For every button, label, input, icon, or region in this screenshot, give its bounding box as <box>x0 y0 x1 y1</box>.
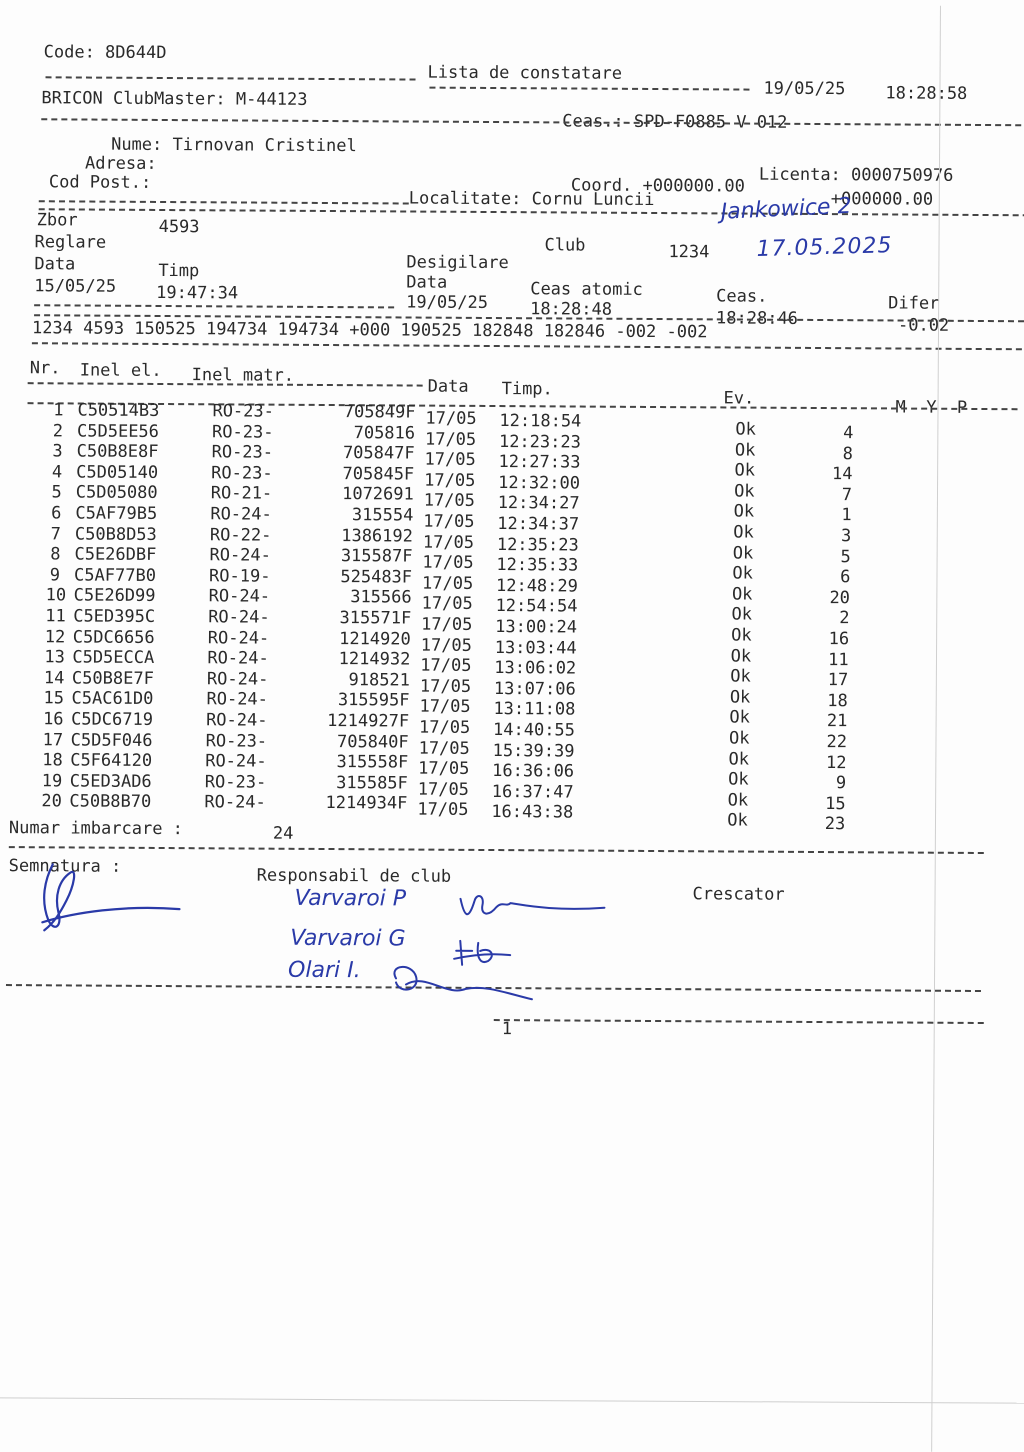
cell-ev: Ok <box>730 646 752 667</box>
cell-date: 17/05 <box>421 573 474 594</box>
col-header-nr: Nr. <box>29 358 61 379</box>
cell-el: C5AF79B5 <box>75 503 158 524</box>
locality: Localitate: Cornu Luncii <box>408 188 655 211</box>
cell-matr: 315595F <box>337 690 410 711</box>
cell-nr: 15 <box>43 688 65 709</box>
cell-el: C5D05140 <box>76 462 159 483</box>
clubmaster-id: BRICON ClubMaster: M-44123 <box>41 88 308 110</box>
cell-n: 14 <box>831 464 853 485</box>
cell-time: 12:27:33 <box>498 452 581 473</box>
cell-el: C50B8B70 <box>69 791 152 813</box>
cell-date: 17/05 <box>418 758 470 780</box>
cell-n: 18 <box>827 690 848 711</box>
cell-el: C5DC6656 <box>72 627 155 648</box>
cell-time: 15:39:39 <box>492 740 575 762</box>
basketing-label: Reglare <box>34 232 107 253</box>
cell-date: 17/05 <box>422 532 475 553</box>
cell-time: 12:48:29 <box>495 575 578 597</box>
cell-pre: RO-24- <box>210 504 272 525</box>
difference-label: Difer <box>888 293 940 314</box>
cell-matr: 315587F <box>340 546 413 567</box>
cell-date: 17/05 <box>418 738 470 759</box>
cell-matr: 1214932 <box>338 649 411 670</box>
atomic-clock-label: Ceas atomic <box>530 279 643 300</box>
cell-n: 1 <box>841 505 852 526</box>
cell-nr: 3 <box>52 441 63 462</box>
cell-time: 14:40:55 <box>492 720 575 741</box>
cell-nr: 2 <box>52 420 64 441</box>
license-number: Licenta: 0000750976 <box>758 164 954 186</box>
cell-date: 17/05 <box>424 470 476 491</box>
cell-matr: 315554 <box>351 505 414 526</box>
cell-date: 17/05 <box>421 614 473 635</box>
cell-time: 13:06:02 <box>494 658 577 679</box>
page-number: 1 <box>501 1019 513 1040</box>
cell-pre: RO-24- <box>204 792 266 814</box>
handwritten-name-3: Olari I. <box>288 957 361 984</box>
cell-el: C5D05080 <box>75 482 158 504</box>
cell-nr: 19 <box>41 771 63 792</box>
divider <box>429 87 749 91</box>
cell-pre: RO-24- <box>206 710 268 731</box>
cell-pre: RO-24- <box>206 689 269 711</box>
cell-date: 17/05 <box>417 779 470 800</box>
col-header-date: Data <box>427 376 469 397</box>
cell-pre: RO-24- <box>206 669 269 690</box>
cell-ev: Ok <box>730 666 751 687</box>
cell-date: 17/05 <box>423 511 475 532</box>
cell-el: C5ED395C <box>73 606 156 627</box>
club-signature-1 <box>454 887 614 928</box>
col-header-ring-number: Inel matr. <box>191 365 295 386</box>
cell-time: 12:34:37 <box>497 514 580 535</box>
cell-ev: Ok <box>729 707 750 728</box>
cell-el: C50514B3 <box>77 400 160 421</box>
cell-matr: 1214920 <box>339 628 411 650</box>
cell-date: 17/05 <box>422 552 474 574</box>
cell-time: 13:00:24 <box>495 617 578 638</box>
cell-el: C5AF77B0 <box>74 565 157 586</box>
cell-pre: RO-23- <box>211 463 273 484</box>
cell-date: 17/05 <box>417 799 469 821</box>
print-time: 18:28:58 <box>885 83 968 104</box>
cell-matr: 525483F <box>340 566 413 588</box>
coordinates-second: +000000.00 <box>830 189 934 210</box>
cell-el: C5E26D99 <box>73 585 156 607</box>
divider <box>28 382 423 386</box>
unsealing-date-label: Data <box>406 272 448 293</box>
cell-matr: 315566 <box>350 587 412 608</box>
cell-nr: 8 <box>50 544 61 565</box>
cell-time: 13:03:44 <box>494 637 577 659</box>
cell-el: C50B8E8F <box>76 441 159 463</box>
cell-ev: Ok <box>733 522 754 543</box>
cell-nr: 7 <box>50 523 61 544</box>
cell-matr: 705840F <box>336 731 409 753</box>
cell-time: 13:07:06 <box>493 678 576 700</box>
breeder-label: Crescator <box>692 884 785 905</box>
cell-pre: RO-19- <box>209 566 271 587</box>
cell-matr: 705816 <box>353 422 416 444</box>
breeder-signature <box>14 860 184 941</box>
col-header-electronic-ring: Inel el. <box>79 360 162 381</box>
cell-nr: 10 <box>45 585 67 606</box>
fancier-name: Nume: Tirnovan Cristinel <box>111 134 357 157</box>
handwritten-name-1: Varvaroi P <box>294 885 407 912</box>
address-label: Adresa: <box>84 153 157 174</box>
cell-ev: Ok <box>732 543 754 564</box>
cell-el: C5DC6719 <box>71 709 154 730</box>
cell-ev: Ok <box>728 728 750 749</box>
cell-matr: 1214934F <box>325 793 408 814</box>
cell-time: 12:34:27 <box>497 493 580 514</box>
cell-pre: RO-24- <box>205 751 267 772</box>
flight-label: Zbor <box>36 210 78 231</box>
cell-el: C5D5F046 <box>70 730 153 751</box>
divider <box>39 208 1024 216</box>
cell-nr: 4 <box>51 462 63 483</box>
col-header-ev: Ev. <box>723 388 755 409</box>
divider <box>494 1019 984 1024</box>
cell-el: C50B8E7F <box>71 668 154 689</box>
cell-matr: 315571F <box>339 608 412 629</box>
divider <box>32 342 1022 350</box>
cell-nr: 18 <box>42 750 63 771</box>
cell-n: 15 <box>825 793 846 814</box>
cell-date: 17/05 <box>419 717 471 738</box>
cell-nr: 14 <box>43 668 65 689</box>
cell-n: 21 <box>826 711 848 732</box>
cell-date: 17/05 <box>421 593 473 615</box>
cell-time: 16:43:38 <box>491 802 574 823</box>
cell-pre: RO-21- <box>210 483 273 505</box>
cell-n: 22 <box>826 732 848 753</box>
cell-ev: Ok <box>735 419 756 440</box>
cell-n: 6 <box>840 567 851 588</box>
cell-date: 17/05 <box>423 490 475 512</box>
cell-pre: RO-23- <box>204 772 267 793</box>
print-date: 19/05/25 <box>763 78 846 100</box>
cell-matr: 315585F <box>336 772 408 794</box>
cell-date: 17/05 <box>419 696 471 718</box>
cell-time: 12:35:23 <box>496 534 579 556</box>
cell-n: 9 <box>835 773 847 794</box>
cell-time: 16:36:06 <box>492 761 575 782</box>
unsealing-label: Desigilare <box>406 252 509 274</box>
cell-nr: 16 <box>43 709 64 730</box>
cell-date: 17/05 <box>424 429 477 450</box>
basketing-time: 19:47:34 <box>156 282 239 304</box>
cell-ev: Ok <box>728 749 750 770</box>
cell-nr: 6 <box>51 503 62 524</box>
cell-pre: RO-23- <box>212 401 274 422</box>
document-title: Lista de constatare <box>427 62 623 84</box>
cell-el: C5ED3AD6 <box>69 771 152 792</box>
cell-n: 8 <box>842 443 853 464</box>
date-label: Data <box>34 254 76 275</box>
cell-ev: Ok <box>733 501 755 523</box>
col-header-myp: M Y P <box>895 397 968 418</box>
cell-el: C5F64120 <box>70 750 153 772</box>
handwritten-name-2: Varvaroi G <box>290 925 406 952</box>
cell-n: 20 <box>829 587 851 608</box>
cell-matr: 1214927F <box>327 711 410 732</box>
difference-value: -0.02 <box>897 315 950 336</box>
cell-ev: Ok <box>734 460 756 481</box>
cell-pre: RO-24- <box>208 586 271 608</box>
cell-el: C5D5ECCA <box>72 647 155 669</box>
cell-pre: RO-22- <box>209 524 272 546</box>
coordinates: Coord. +000000.00 <box>570 175 745 197</box>
cell-ev: Ok <box>734 440 756 461</box>
cell-time: 12:23:23 <box>498 431 581 453</box>
basketing-date: 15/05/25 <box>34 276 117 297</box>
clock-id: Ceas.: SPD-F0885 V 012 <box>562 111 788 133</box>
divider <box>9 846 984 854</box>
cell-matr: 705847F <box>342 443 415 464</box>
cell-el: C5AC61D0 <box>71 688 154 710</box>
handwritten-location: Jankowice 2 <box>720 193 853 225</box>
cell-nr: 9 <box>49 565 61 586</box>
clock-label: Ceas. <box>716 286 768 307</box>
cell-date: 17/05 <box>420 655 472 677</box>
cell-time: 12:54:54 <box>495 596 578 617</box>
cell-n: 5 <box>840 546 851 567</box>
cell-ev: Ok <box>727 790 749 811</box>
cell-nr: 13 <box>44 647 65 668</box>
cell-ev: Ok <box>727 810 748 831</box>
cell-ev: Ok <box>732 563 753 584</box>
cell-matr: 315558F <box>336 752 409 773</box>
club-number: 1234 <box>668 242 710 263</box>
cell-nr: 1 <box>53 400 64 421</box>
cell-pre: RO-24- <box>207 627 270 649</box>
cell-pre: RO-23- <box>211 421 274 443</box>
cell-date: 17/05 <box>420 635 473 656</box>
cell-pre: RO-23- <box>211 442 274 463</box>
basketed-count: 24 <box>272 823 294 844</box>
cell-ev: Ok <box>728 769 749 790</box>
cell-nr: 20 <box>41 791 62 812</box>
divider <box>34 304 394 308</box>
cell-el: C50B8D53 <box>74 524 157 545</box>
time-label: Timp <box>158 260 200 282</box>
cell-matr: 705849F <box>343 402 416 423</box>
clock-time: 18:28:46 <box>716 308 799 329</box>
cell-pre: RO-24- <box>209 545 271 566</box>
cell-n: 16 <box>828 629 850 650</box>
signature-label: Semnatura : <box>8 856 122 877</box>
unsealing-date: 19/05/25 <box>406 292 489 313</box>
cell-nr: 17 <box>42 729 64 750</box>
cell-time: 16:37:47 <box>491 781 574 803</box>
club-responsible-label: Responsabil de club <box>256 865 452 887</box>
cell-n: 12 <box>825 752 847 773</box>
atomic-clock-time: 18:28:48 <box>530 299 613 320</box>
cell-matr: 705845F <box>342 463 415 485</box>
cell-n: 23 <box>824 814 846 835</box>
cell-pre: RO-23- <box>205 730 268 752</box>
cell-n: 3 <box>840 526 852 547</box>
cell-ev: Ok <box>731 625 752 646</box>
cell-el: C5E26DBF <box>74 544 157 566</box>
divider <box>46 76 416 80</box>
club-signature-3 <box>386 960 536 1005</box>
cell-ev: Ok <box>729 687 751 708</box>
cell-ev: Ok <box>731 584 753 605</box>
cell-time: 12:18:54 <box>499 411 582 432</box>
cell-date: 17/05 <box>425 408 477 429</box>
cell-nr: 11 <box>45 606 66 627</box>
cell-nr: 5 <box>51 482 62 503</box>
divider <box>39 200 409 204</box>
cell-n: 2 <box>839 608 850 629</box>
cell-time: 12:35:33 <box>496 555 579 576</box>
cell-pre: RO-24- <box>207 648 269 669</box>
encoded-summary-line: 1234 4593 150525 194734 194734 +000 190525 182848 182846 -002 -002 <box>31 318 708 343</box>
cell-time: 12:32:00 <box>498 472 581 494</box>
flight-number: 4593 <box>158 216 200 238</box>
cell-ev: Ok <box>731 604 753 625</box>
cell-n: 17 <box>827 670 849 691</box>
cell-n: 4 <box>843 423 854 444</box>
handwritten-date: 17.05.2025 <box>756 233 893 262</box>
postal-code-label: Cod Post.: <box>48 172 152 193</box>
document-code: Code: 8D644D <box>43 42 167 64</box>
cell-n: 11 <box>828 649 849 670</box>
cell-nr: 12 <box>44 626 66 648</box>
cell-n: 7 <box>841 484 853 506</box>
cell-matr: 1072691 <box>342 484 414 505</box>
cell-date: 17/05 <box>419 676 472 697</box>
cell-matr: 1386192 <box>341 525 413 547</box>
divider <box>41 118 1024 126</box>
cell-el: C5D5EE56 <box>76 421 160 442</box>
col-header-time: Timp. <box>501 379 553 400</box>
cell-ev: Ok <box>734 481 755 502</box>
cell-matr: 918521 <box>348 669 411 691</box>
club-label: Club <box>544 235 586 256</box>
cell-pre: RO-24- <box>208 607 270 628</box>
cell-date: 17/05 <box>424 449 476 471</box>
cell-time: 13:11:08 <box>493 699 576 720</box>
basketed-count-label: Numar imbarcare : <box>8 818 183 840</box>
